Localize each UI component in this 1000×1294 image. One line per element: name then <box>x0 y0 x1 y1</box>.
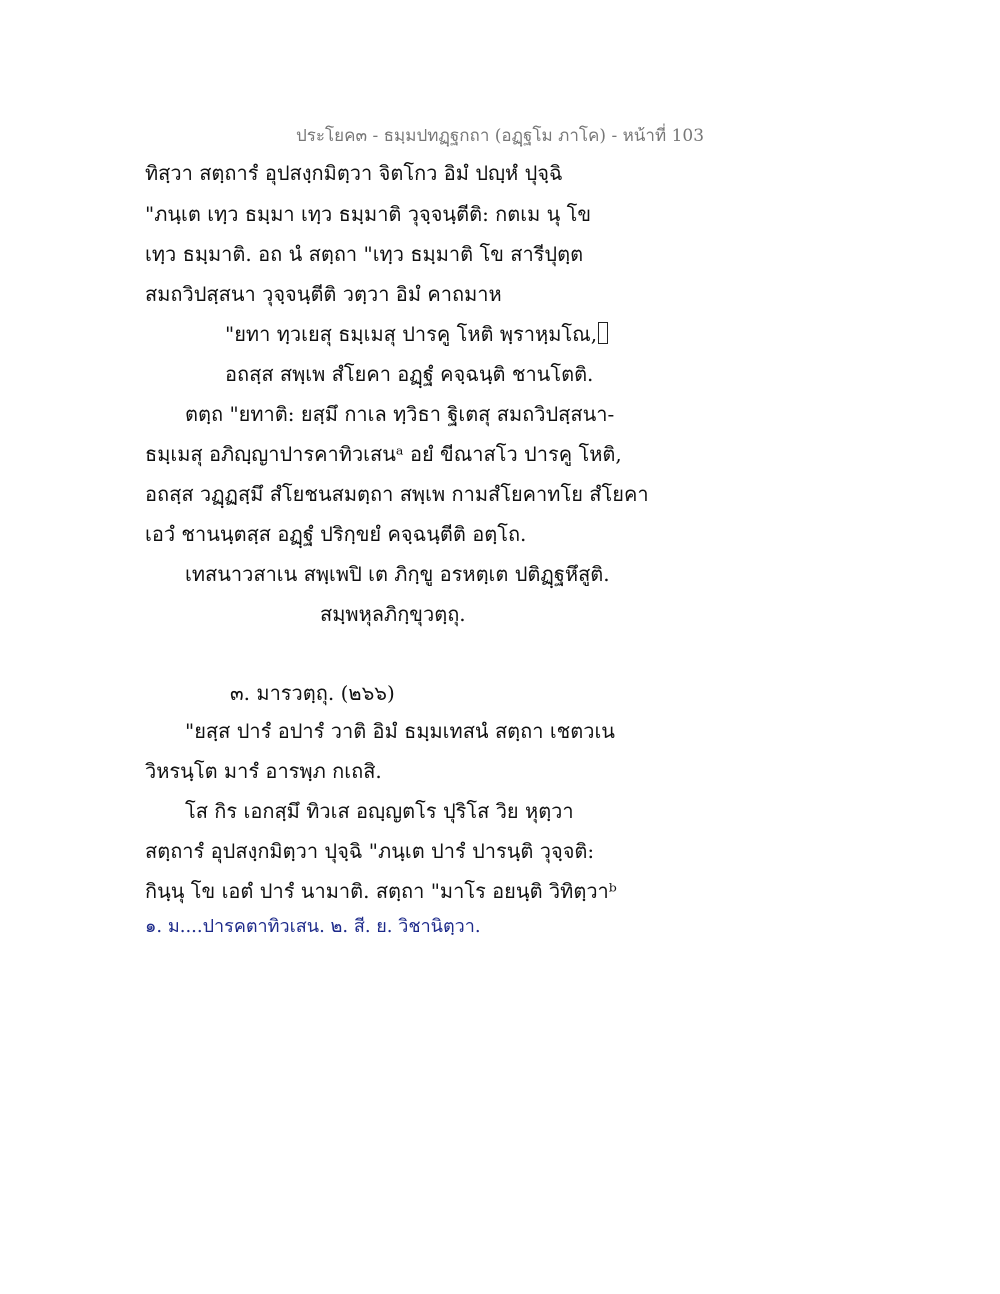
commentary-line-4: เอวํ ชานนฺตสฺส อฏฺฐํ ปริกฺขยํ คจฺฉนฺตีติ อตฺโถ. <box>145 522 527 546</box>
section-line-1: "ยสฺส ปารํ อปารํ วาติ อิมํ ธมฺมเทสนํ สตฺถา เชตวเน <box>185 719 615 743</box>
section-line-2: วิหรนฺโต มารํ อารพฺภ กเถสิ. <box>145 759 382 783</box>
verse-line-2: อถสฺส สพฺเพ สํโยคา อฏฺฐํ คจฺฉนฺติ ชานโตติ. <box>225 362 594 386</box>
section-line-4: สตฺถารํ อุปสงฺกมิตฺวา ปุจฺฉิ "ภนฺเต ปารํ ปารนฺติ วุจฺจติ: <box>145 839 595 863</box>
body-line-3: เทฺว ธมฺมาติ. อถ นํ สตฺถา "เทฺว ธมฺมาติ โข สารีปุตฺต <box>145 242 584 266</box>
section-line-5: กินฺนุ โข เอตํ ปารํ นามาติ. สตฺถา "มาโร อยนฺติ วิทิตฺวาᵇ <box>145 879 617 903</box>
section-title: ๓. มารวตฺถุ. (๒๖๖) <box>230 681 395 705</box>
commentary-line-2: ธมฺเมสุ อภิญฺญาปารคาทิวเสนᵃ อยํ ขีณาสโว ปารคู โหติ, <box>145 442 622 466</box>
verse-line-1-text: "ยทา ทฺวเยสุ ธมฺเมสุ ปารคู โหติ พฺราหฺมโณ, <box>225 322 598 346</box>
footnote: ๑. ม....ปารคตาทิวเสน. ๒. สี. ย. วิชานิตฺวา. <box>145 916 481 937</box>
verse-line-1 <box>225 321 608 347</box>
page-header: ประโยค๓ - ธมฺมปทฏฺฐกถา (อฏฺฐโม ภาโค) - หน้าที่ 103 <box>295 126 705 146</box>
section-line-3: โส กิร เอกสฺมึ ทิวเส อญฺญตโร ปุริโส วิย หุตฺวา <box>185 799 574 823</box>
missing-glyph-box <box>598 322 608 344</box>
commentary-line-1: ตตฺถ "ยทาติ: ยสฺมึ กาเล ทฺวิธา ฐิเตสุ สมถวิปสฺสนา- <box>185 402 615 426</box>
commentary-line-3: อถสฺส วฏฺฏสฺมึ สํโยชนสมตฺถา สพฺเพ กามสํโยคาทโย สํโยคา <box>145 482 649 506</box>
body-line-1: ทิสฺวา สตฺถารํ อุปสงฺกมิตฺวา จิตโกว อิมํ ปญฺหํ ปุจฺฉิ <box>145 161 563 185</box>
body-line-4: สมถวิปสฺสนา วุจฺจนฺตีติ วตฺวา อิมํ คาถมาห <box>145 282 502 306</box>
story-end-title: สมฺพหุลภิกฺขุวตฺถุ. <box>320 602 466 626</box>
closing-line: เทสนาวสาเน สพฺเพปิ เต ภิกฺขู อรหตฺเต ปติฏฺฐหึสูติ. <box>185 562 610 586</box>
body-line-2: "ภนฺเต เทฺว ธมฺมา เทฺว ธมฺมาติ วุจฺจนฺตีติ: กตเม นุ โข <box>145 202 592 226</box>
